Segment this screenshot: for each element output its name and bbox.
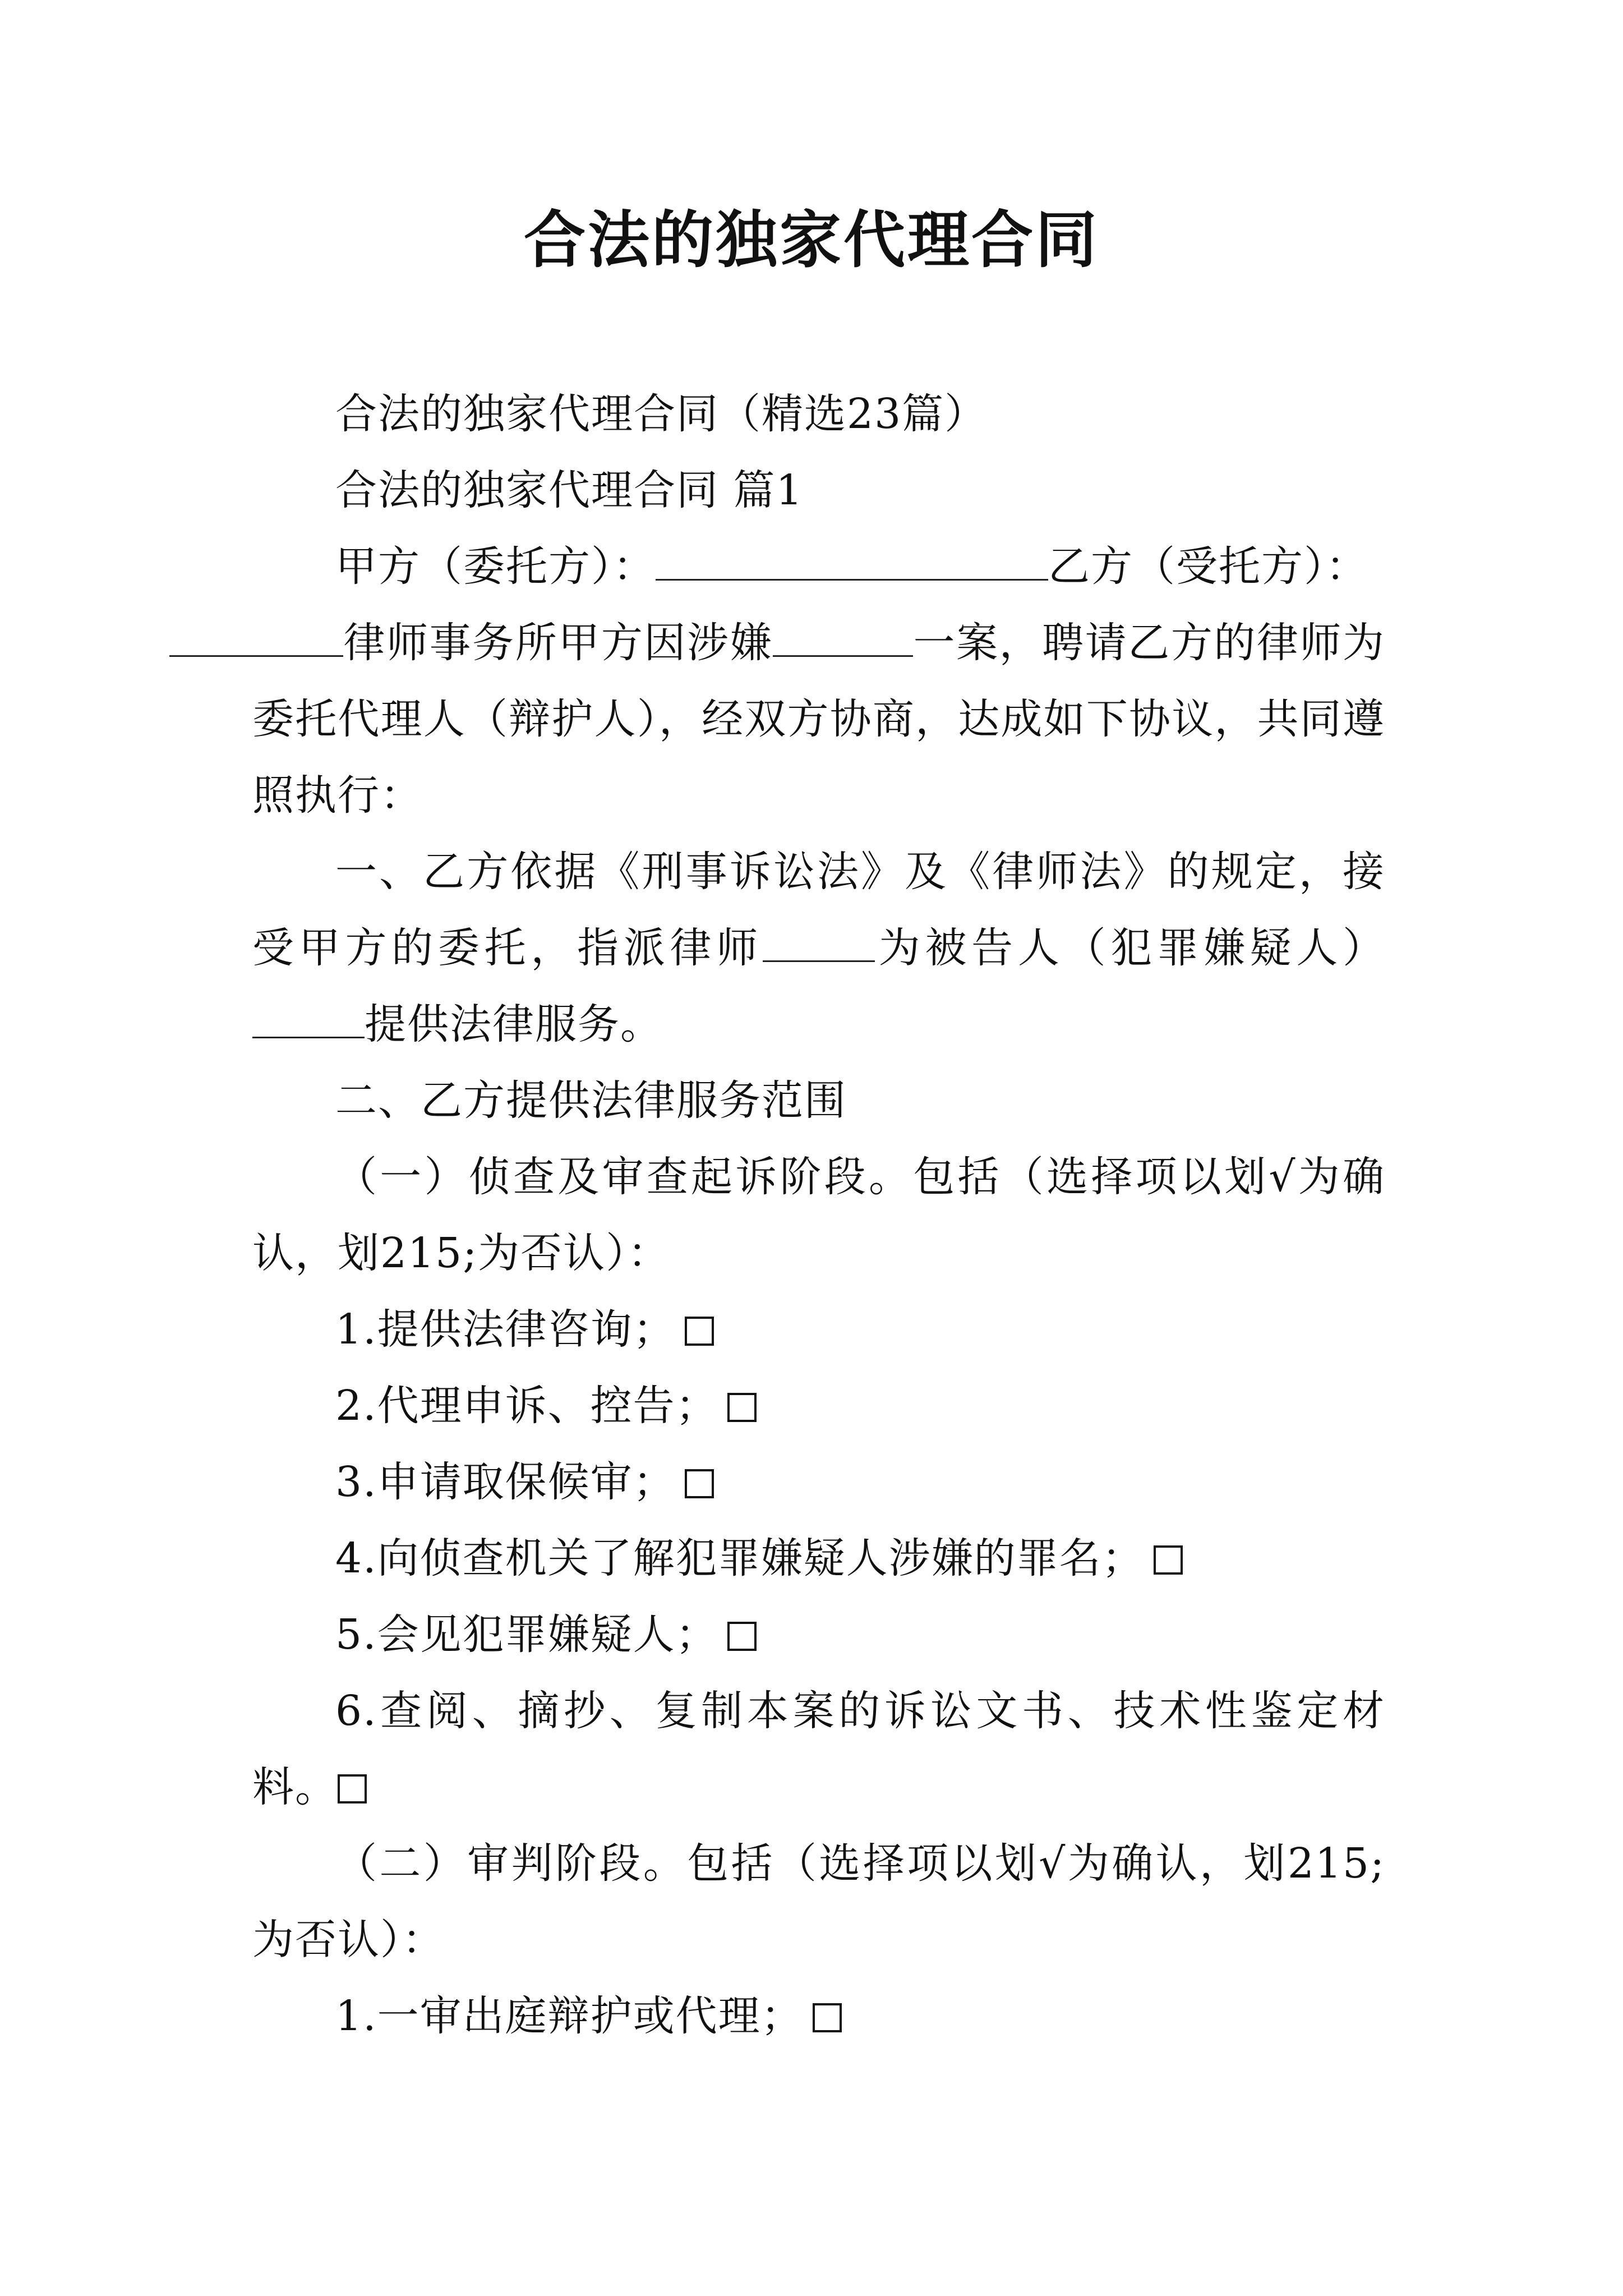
checklist-item <box>252 1673 1385 1825</box>
checkbox[interactable] <box>727 1622 757 1651</box>
party-a-label: 甲方（委托方）： <box>335 542 656 591</box>
clause-1-text-a: 一、乙方依据《刑事诉讼法》及《律师法》的规定，接受甲方的委托，指派律师 <box>252 848 1385 972</box>
party-b-label: 乙方（受托方）： <box>1048 542 1368 591</box>
checkbox[interactable] <box>685 1469 714 1498</box>
checklist-item-text: 1.一审出庭辩护或代理； <box>335 1992 804 2040</box>
checklist-item <box>252 1444 1385 1520</box>
checklist-item-text: 6.查阅、摘抄、复制本案的诉讼文书、技术性鉴定材料。 <box>252 1687 1385 1811</box>
checklist-item <box>252 1291 1385 1368</box>
checkbox[interactable] <box>685 1317 714 1346</box>
clause-1-text-c: 提供法律服务。 <box>365 1000 663 1048</box>
checkbox[interactable] <box>338 1774 367 1803</box>
case-blank <box>773 610 913 657</box>
checkbox[interactable] <box>1154 1545 1183 1575</box>
checklist-item <box>252 1978 1385 2054</box>
document-title: 合法的独家代理合同 <box>524 204 1099 276</box>
paragraph-section-heading: 合法的独家代理合同 篇1 <box>335 466 804 514</box>
party-a-blank <box>656 534 1048 581</box>
law-firm-text: 律师事务所甲方因涉嫌 <box>343 619 773 667</box>
lawyer-blank <box>763 915 875 962</box>
checklist-item-text: 4.向侦查机关了解犯罪嫌疑人涉嫌的罪名； <box>335 1534 1145 1582</box>
document-body <box>252 376 1385 2054</box>
checklist-item <box>252 1368 1385 1444</box>
checkbox[interactable] <box>727 1393 757 1422</box>
paragraph-stage-2: （二）审判阶段。包括（选择项以划√为确认，划215;为否认）： <box>252 1839 1385 1964</box>
paragraph-parties <box>252 528 1385 834</box>
agreement-text: 一案，聘请乙方的律师为委托代理人（辩护人），经双方协商，达成如下协议，共同遵照执行： <box>252 619 1385 820</box>
defendant-blank <box>252 992 365 1038</box>
paragraph-stage-1: （一）侦查及审查起诉阶段。包括（选择项以划√为确认，划215;为否认）： <box>252 1153 1385 1277</box>
paragraph-subtitle: 合法的独家代理合同（精选23篇） <box>335 390 988 438</box>
checklist-item-text: 5.会见犯罪嫌疑人； <box>335 1611 718 1659</box>
checklist-item-text: 2.代理申诉、控告； <box>335 1382 718 1430</box>
clause-1-text-b: 为被告人（犯罪嫌疑人） <box>875 924 1385 972</box>
checklist-item <box>252 1596 1385 1673</box>
checklist-item-text: 3.申请取保候审； <box>335 1458 676 1506</box>
party-b-blank <box>169 610 343 657</box>
checklist-item <box>252 1520 1385 1596</box>
checkbox[interactable] <box>813 2003 842 2032</box>
paragraph-clause-1 <box>252 834 1385 1062</box>
checklist-item-text: 1.提供法律咨询； <box>335 1305 676 1354</box>
paragraph-clause-2: 二、乙方提供法律服务范围 <box>335 1076 847 1125</box>
